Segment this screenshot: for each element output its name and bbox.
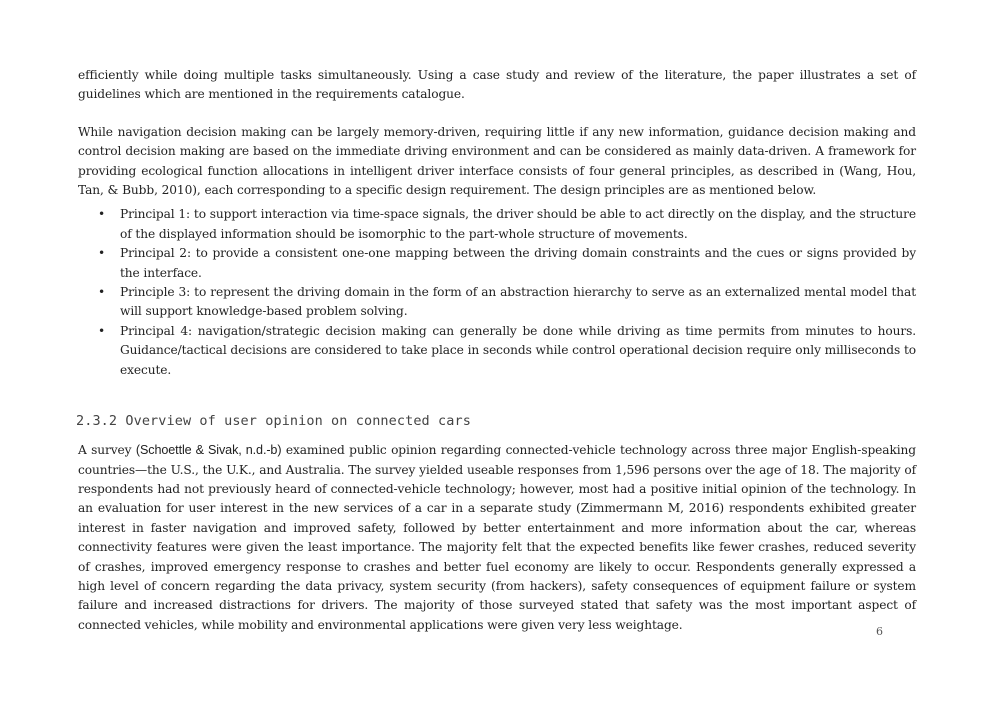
list-item-text: Principal 4: navigation/strategic decision making can generally be done while driving as time permits from minutes to hours. Guidance/tactical decisions are considered to take place in seconds while control operational decision require only milliseconds to execute.	[120, 323, 916, 377]
section-heading: 2.3.2 Overview of user opinion on connected cars	[76, 413, 471, 430]
survey-paragraph	[78, 441, 916, 635]
list-item-text: Principle 3: to represent the driving domain in the form of an abstraction hierarchy to serve as an externalized mental model that will support knowledge-based problem solving.	[120, 285, 916, 319]
bullet-icon: •	[98, 285, 106, 300]
list-item-text: Principal 1: to support interaction via time-space signals, the driver should be able to act directly on the display, and the structure of the displayed information should be isomorphic to the part-whole structure of movements.	[120, 207, 916, 241]
list-item	[78, 283, 916, 322]
survey-paragraph-start: A survey	[78, 443, 136, 458]
list-item	[78, 322, 916, 380]
document-page	[78, 66, 916, 635]
bullet-icon: •	[98, 207, 106, 222]
list-item-text: Principal 2: to provide a consistent one-one mapping between the driving domain constraints and the cues or signs provided by the interface.	[120, 246, 916, 280]
page-number: 6	[876, 625, 883, 638]
design-principles-list	[78, 205, 916, 380]
bullet-icon: •	[98, 323, 106, 338]
survey-paragraph-rest: examined public opinion regarding connected-vehicle technology across three major English-speaking countries—the U.S., the U.K., and Australia. The survey yielded useable responses from 1,596 persons over the age of 18. The majority of respondents had not previously heard of connected-vehicle technology; however, most had a positive initial opinion of the technology. In an evaluation for user interest in the new services of a car in a separate study (Zimmermann M, 2016) respondents exhibited greater interest in faster navigation and improved safety, followed by better entertainment and more information about the car, whereas connectivity features were given the least importance. The majority felt that the expected benefits like fewer crashes, reduced severity of crashes, improved emergency response to crashes and better fuel economy are likely to occur. Respondents generally expressed a high level of concern regarding the data privacy, system security (from hackers), safety consequences of equipment failure or system failure and increased distractions for drivers. The majority of those surveyed stated that safety was the most important aspect of connected vehicles, while mobility and environmental applications were given very less weightage.	[78, 443, 916, 632]
intro-paragraph: efficiently while doing multiple tasks simultaneously. Using a case study and review of the literature, the paper illustrates a set of guidelines which are mentioned in the requirements catalogue.	[78, 68, 916, 102]
list-item	[78, 205, 916, 244]
citation-link[interactable]: (Schoettle & Sivak, n.d.-b)	[135, 443, 282, 458]
framework-paragraph: While navigation decision making can be largely memory-driven, requiring little if any new information, guidance decision making and control decision making are based on the immediate driving environment and can be considered as mainly data-driven. A framework for providing ecological function allocations in intelligent driver interface consists of four general principles, as described in (Wang, Hou, Tan, & Bubb, 2010), each corresponding to a specific design requirement. The design principles are as mentioned below.	[78, 124, 916, 198]
list-item	[78, 244, 916, 283]
bullet-icon: •	[98, 246, 106, 261]
